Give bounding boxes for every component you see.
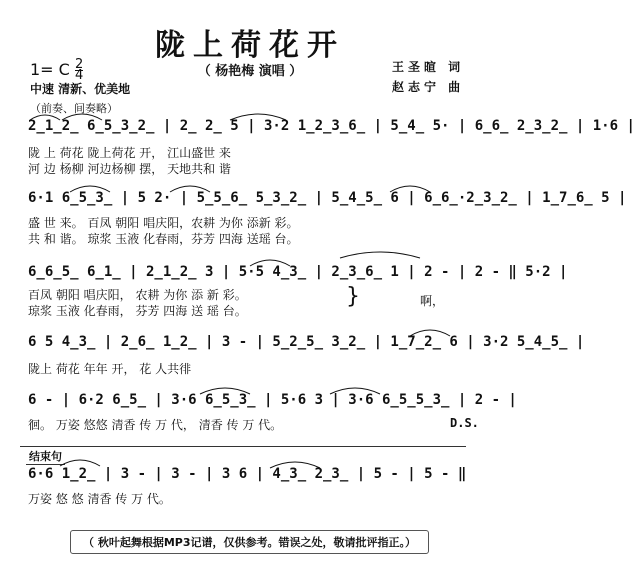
score-line-3-lyric-2: 琼浆 玉液 化春雨， 芬芳 四海 送 瑶 台。 [28, 304, 247, 318]
slur-mark [330, 388, 380, 394]
slur-mark [200, 388, 250, 394]
slur-mark [250, 260, 290, 266]
score-line-1-lyric-1: 陇 上 荷花 陇上荷花 开， 江山盛世 来 [28, 146, 231, 160]
slur-mark [70, 186, 110, 192]
composer-credit: 赵志宁 曲 [392, 80, 465, 94]
dal-segno-marking: D.S. [450, 416, 479, 430]
score-line-4-notes: 6 5 4̲3̲ | 2̲6̲ 1̲2̲ | 3 - | 5̲2̲5̲ 3̲2̲ | 1̲7̲2̲ 6 | 3·2 5̲4̲5̲ | [28, 334, 585, 350]
score-line-2-lyric-2: 共 和 谐。 琼浆 玉液 化春雨，芬芳 四海 送瑶 台。 [28, 232, 299, 246]
score-line-3-lyric-1: 百凤 朝阳 唱庆阳， 农耕 为你 添 新 彩。 [28, 288, 247, 302]
time-signature-top: 2 [74, 57, 84, 72]
tempo-marking: 中速 清新、优美地 [30, 82, 131, 96]
score-line-5-notes: 6 - | 6·2 6̲5̲ | 3·6 6̲5̲3̲ | 5·6 3 | 3·6 6̲5̲5̲3̲ | 2 - | [28, 392, 517, 408]
slur-mark [340, 252, 420, 258]
time-signature-bottom: 4 [74, 68, 84, 83]
slur-mark [60, 460, 100, 466]
performer-line: （ 杨艳梅 演唱 ） [197, 64, 303, 79]
slur-mark [30, 115, 60, 120]
score-line-3-notes: 6̲6̲5̲ 6̲1̲ | 2̲1̲2̲ 3 | 5·5 4̲3̲ | 2̲3̲6̲ 1 | 2 - | 2 - ‖ 5·2 | [28, 264, 568, 280]
slur-mark [410, 330, 450, 336]
score-line-6-lyric-1: 万姿 悠 悠 清香 传 万 代。 [28, 492, 171, 506]
score-line-5-lyric-1: 徊。 万姿 悠悠 清香 传 万 代， 清香 传 万 代。 [28, 418, 283, 432]
slur-mark [390, 186, 430, 192]
key-label: 1= C [30, 60, 70, 79]
slur-mark [270, 462, 320, 468]
score-line-1-notes: 2̲1̲2̲ 6̲5̲3̲2̲ | 2̲ 2̲ 5 | 3·2 1̲2̲3̲6̲ | 5̲4̲ 5· | 6̲6̲ 2̲3̲2̲ | 1·6 | [28, 118, 635, 134]
lyricist-credit: 王圣暄 词 [392, 60, 465, 74]
slur-mark [170, 186, 210, 192]
intro-note: （前奏、间奏略） [30, 102, 118, 115]
score-line-3-tail: 啊， [420, 294, 445, 308]
score-line-4-lyric-1: 陇上 荷花 年年 开， 花 人共徘 [28, 362, 192, 376]
score-line-6-notes: 6·6 1̲2̲ | 3 - | 3 - | 3 6 | 4̲3̲ 2̲3̲ | 5 - | 5 - ‖ [28, 466, 467, 482]
song-title: 陇上荷花开 [155, 28, 345, 63]
score-line-2-lyric-1: 盛 世 来。 百凤 朝阳 唱庆阳，农耕 为你 添新 彩。 [28, 216, 299, 230]
repeat-brace: } [346, 284, 360, 309]
score-line-1-lyric-2: 河 边 杨柳 河边杨柳 摆， 天地共和 谐 [28, 162, 231, 176]
slur-mark [230, 114, 286, 120]
slur-mark [62, 114, 102, 120]
score-line-2-notes: 6·1 6̲5̲3̲ | 5 2· | 5̲5̲6̲ 5̲3̲2̲ | 5̲4̲5̲ 6 | 6̲6̲·2̲3̲2̲ | 1̲7̲6̲ 5 | [28, 190, 627, 206]
transcription-footer: （ 秋叶起舞根据MP3记谱，仅供参考。错误之处，敬请批评指正。） [70, 530, 429, 554]
coda-label: 结束句 [26, 448, 65, 465]
